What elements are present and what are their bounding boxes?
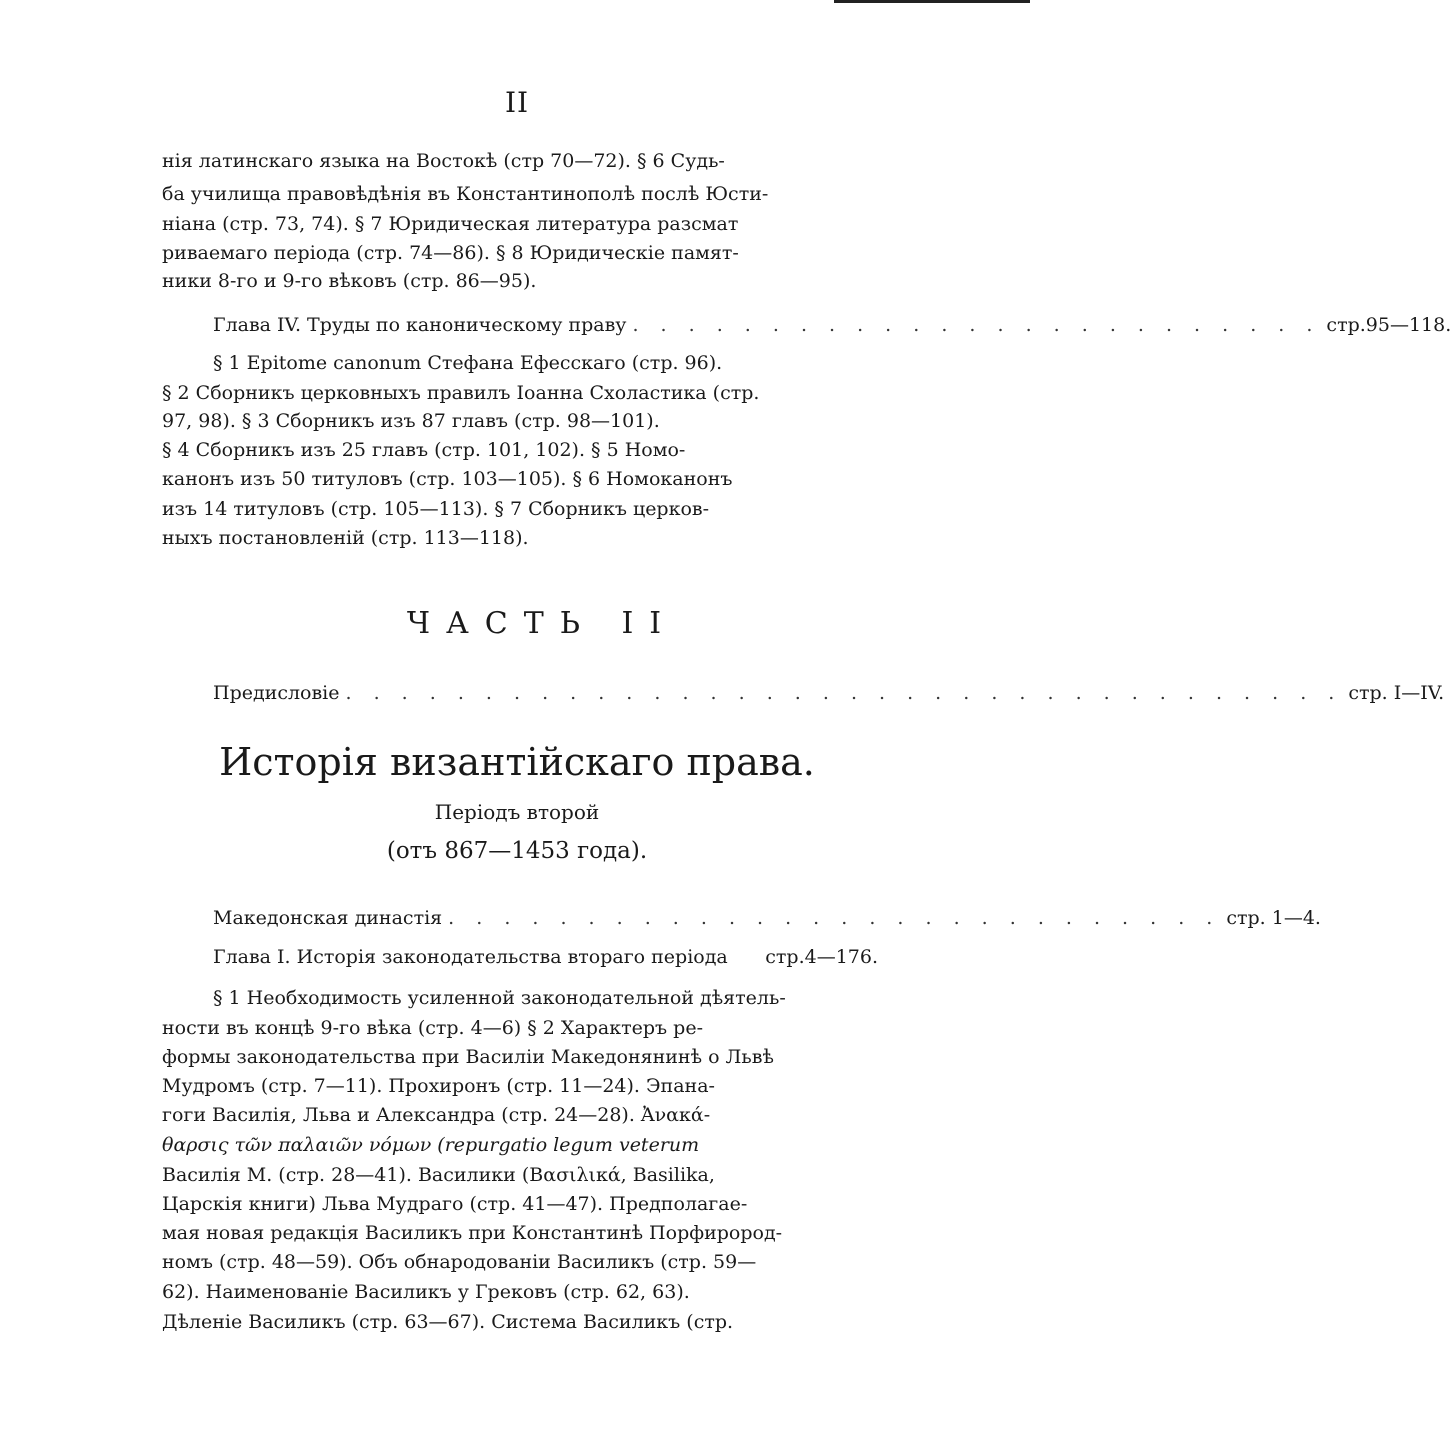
text-line: 97, 98). § 3 Сборникъ изъ 87 главъ (стр. 98—101). (162, 410, 660, 432)
text-line: номъ (стр. 48—59). Объ обнародованіи Василикъ (стр. 59— (162, 1251, 757, 1273)
text-line: θαρσις τῶν παλαιῶν νόμων (repurgatio legum veterum (162, 1134, 700, 1156)
toc-entry-label: Македонская династія (213, 907, 443, 929)
text-line: ности въ концѣ 9-го вѣка (стр. 4—6) § 2 Характеръ ре- (162, 1017, 704, 1039)
date-range: (отъ 867—1453 года). (386, 838, 648, 864)
text-line: ніана (стр. 73, 74). § 7 Юридическая литература разсмат (162, 213, 739, 235)
subtitle: Періодъ второй (434, 800, 600, 824)
toc-entry-pages: стр. 1—4. (1226, 907, 1321, 929)
toc-entry-preface (213, 680, 1445, 706)
toc-entry-macedonian-dynasty (213, 905, 1321, 931)
text-line: Василія М. (стр. 28—41). Василики (Βασιλικά, Basilika, (162, 1164, 715, 1186)
page-number: II (504, 86, 530, 119)
toc-entry-chapter-4 (213, 312, 1451, 338)
toc-entry-label: Предисловіе (213, 682, 340, 704)
text-line: формы законодательства при Василіи Македонянинѣ о Львѣ (162, 1046, 774, 1068)
toc-entry-pages: стр.4—176. (765, 946, 878, 968)
text-line: нія латинскаго языка на Востокѣ (стр 70—72). § 6 Судь- (162, 150, 725, 172)
part-heading: ЧАСТЬ II (406, 606, 678, 641)
text-line: риваемаго періода (стр. 74—86). § 8 Юридическіе памят- (162, 242, 739, 264)
text-line: ники 8-го и 9-го вѣковъ (стр. 86—95). (162, 270, 537, 292)
text-line: 62). Наименованіе Василикъ у Грековъ (стр. 62, 63). (162, 1281, 690, 1303)
text-line: мая новая редакція Василикъ при Константинѣ Порфирород- (162, 1222, 783, 1244)
toc-entry-label: Глава I. Исторія законодательства втораго періода (213, 946, 728, 968)
main-title: Исторія византійскаго права. (219, 740, 815, 784)
text-line: ба училища правовѣдѣнія въ Константинополѣ послѣ Юсти- (162, 183, 769, 205)
leader-dots: . . . . . . . . . . . . . . . . . . . . . . . . . . . . . . . . . . . . (345, 682, 1343, 704)
text-line: изъ 14 титуловъ (стр. 105—113). § 7 Сборникъ церков- (162, 498, 710, 520)
text-line: § 1 Epitome canonum Стефана Ефесскаго (стр. 96). (213, 352, 723, 374)
text-line: Дѣленіе Василикъ (стр. 63—67). Система Василикъ (стр. (162, 1311, 734, 1333)
text-line: Царскія книги) Льва Мудраго (стр. 41—47). Предполагае- (162, 1193, 748, 1215)
top-rule (834, 0, 1030, 3)
leader-dots: . . . . . . . . . . . . . . . . . . . . . . . . . (632, 314, 1321, 336)
text-line: Мудромъ (стр. 7—11). Прохиронъ (стр. 11—24). Эпана- (162, 1075, 715, 1097)
toc-entry-chapter-1 (213, 944, 878, 970)
text-line: § 4 Сборникъ изъ 25 главъ (стр. 101, 102). § 5 Номо- (162, 439, 686, 461)
text-line: ныхъ постановленій (стр. 113—118). (162, 527, 529, 549)
toc-entry-pages: стр. I—IV. (1348, 682, 1445, 704)
toc-entry-pages: стр.95—118. (1326, 314, 1451, 336)
text-line: § 1 Необходимость усиленной законодательной дѣятель- (213, 987, 786, 1009)
leader-dots: . . . . . . . . . . . . . . . . . . . . . . . . . . . . (448, 907, 1221, 929)
text-line: гоги Василія, Льва и Александра (стр. 24—28). Ἀνακά- (162, 1104, 711, 1126)
toc-entry-label: Глава IV. Труды по каноническому праву (213, 314, 627, 336)
text-line: канонъ изъ 50 титуловъ (стр. 103—105). § 6 Номоканонъ (162, 468, 733, 490)
text-line: § 2 Сборникъ церковныхъ правилъ Іоанна Схоластика (стр. (162, 382, 760, 404)
